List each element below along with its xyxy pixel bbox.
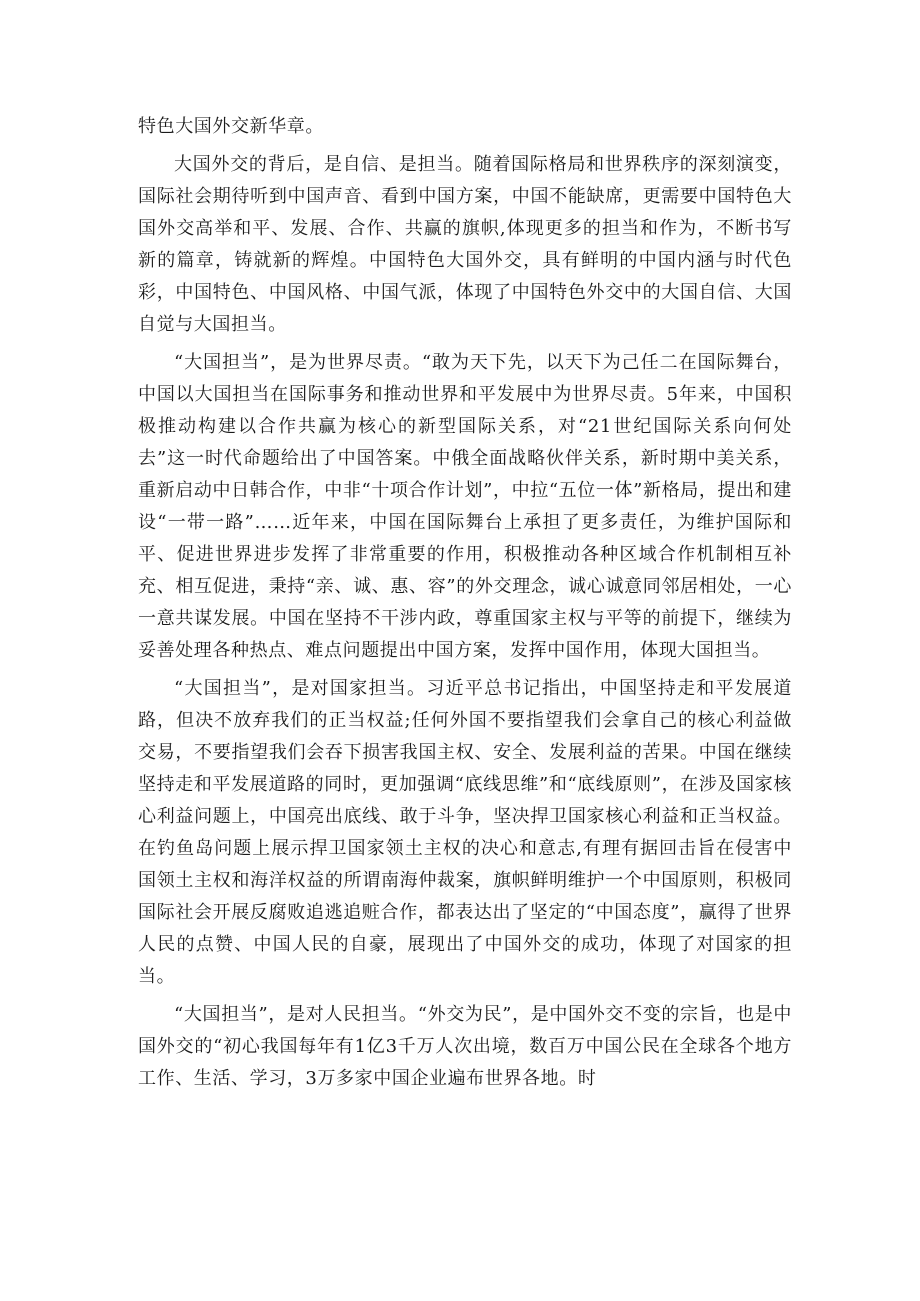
body-text [138,111,792,1095]
paragraph-responsibility-to-nation: “大国担当”，是对国家担当。习近平总书记指出，中国坚持走和平发展道路，但决不放弃我们的正当权益;任何外国不要指望我们会拿自己的核心利益做交易，不要指望我们会吞下损害我国主权、安全、发展利益的苦果。中国在继续坚持走和平发展道路的同时，更加强调“底线思维”和“底线原则”，在涉及国家核心利益问题上，中国亮出底线、敢于斗争，坚决捍卫国家核心利益和正当权益。在钓鱼岛问题上展示捍卫国家领土主权的决心和意志,有理有据回击旨在侵害中国领土主权和海洋权益的所谓南海仲裁案，旗帜鲜明维护一个中国原则，积极同国际社会开展反腐败追逃追赃合作，都表达出了坚定的“中国态度”，赢得了世界人民的点赞、中国人民的自豪，展现出了中国外交的成功，体现了对国家的担当。 [138,678,792,987]
paragraph-responsibility-to-people: “大国担当”，是对人民担当。“外交为民”，是中国外交不变的宗旨，也是中国外交的“初心我国每年有1亿3千万人次出境，数百万中国公民在全球各个地方工作、生活、学习，3万多家中国企业遍布世界各地。时 [138,1004,792,1089]
paragraph-continuation: 特色大国外交新华章。 [138,116,324,137]
paragraph-confidence-and-responsibility: 大国外交的背后，是自信、是担当。随着国际格局和世界秩序的深刻演变，国际社会期待听到中国声音、看到中国方案，中国不能缺席，更需要中国特色大国外交高举和平、发展、合作、共赢的旗帜,体现更多的担当和作为，不断书写新的篇章，铸就新的辉煌。中国特色大国外交，具有鲜明的中国内涵与时代色彩，中国特色、中国风格、中国气派，体现了中国特色外交中的大国自信、大国自觉与大国担当。 [138,154,792,335]
paragraph-responsibility-to-world: “大国担当”，是为世界尽责。“敢为天下先，以天下为己任二在国际舞台，中国以大国担当在国际事务和推动世界和平发展中为世界尽责。5年来，中国积极推动构建以合作共赢为核心的新型国际关系，对“21世纪国际关系向何处去”这一时代命题给出了中国答案。中俄全面战略伙伴关系，新时期中美关系，重新启动中日韩合作，中非“十项合作计划”，中拉“五位一体”新格局，提出和建设“一带一路”……近年来，中国在国际舞台上承担了更多责任，为维护国际和平、促进世界进步发挥了非常重要的作用，积极推动各种区域合作机制相互补充、相互促进，秉持“亲、诚、惠、容”的外交理念，诚心诚意同邻居相处，一心一意共谋发展。中国在坚持不干涉内政，尊重国家主权与平等的前提下，继续为妥善处理各种热点、难点问题提出中国方案，发挥中国作用，体现大国担当。 [138,352,792,661]
